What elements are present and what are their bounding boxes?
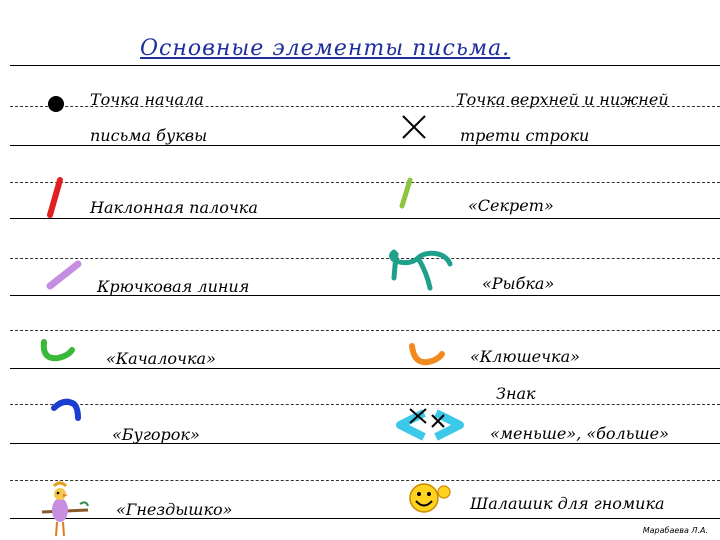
- rocker-icon: [36, 336, 80, 366]
- item-label: «Секрет»: [468, 196, 554, 215]
- ruled-line-dashed: [10, 330, 720, 331]
- item-label: «Качалочка»: [106, 349, 216, 368]
- bird-icon: [36, 480, 92, 540]
- ruled-line-dashed: [10, 404, 720, 405]
- item-label: трети строки: [460, 126, 590, 145]
- item-label: письма буквы: [90, 126, 208, 145]
- less-greater-icon: [394, 405, 466, 441]
- author-signature: Марабаева Л.А.: [642, 526, 708, 535]
- item-label: «Рыбка»: [482, 274, 555, 293]
- item-label: Крючковая линия: [97, 277, 250, 296]
- page-title: Основные элементы письма.: [140, 36, 511, 61]
- ruled-line: [10, 368, 720, 369]
- ruled-line: [10, 218, 720, 219]
- smiley-icon: [402, 480, 456, 516]
- item-label: «Бугорок»: [112, 425, 200, 444]
- item-label: Наклонная палочка: [90, 198, 258, 217]
- item-label: Шалашик для гномика: [470, 494, 665, 513]
- ruled-line: [10, 145, 720, 146]
- item-label: «Клюшечка»: [470, 347, 580, 366]
- fish-icon: [384, 244, 460, 294]
- ruled-line-dashed: [10, 182, 720, 183]
- dot-icon: [46, 94, 66, 114]
- hockey-stick-icon: [406, 340, 448, 370]
- cross-icon: [398, 112, 430, 142]
- item-label: Точка верхней и нижней: [456, 90, 669, 109]
- item-label: Знак: [496, 384, 536, 403]
- slanted-stick-icon: [40, 175, 70, 221]
- item-label: «меньше», «больше»: [490, 424, 669, 443]
- item-label: «Гнездышко»: [116, 500, 233, 519]
- hook-line-icon: [42, 258, 86, 294]
- ruled-line-dashed: [10, 258, 720, 259]
- short-stick-icon: [394, 176, 418, 210]
- hump-icon: [46, 394, 86, 424]
- ruled-line: [10, 65, 720, 66]
- item-label: Точка начала: [90, 90, 204, 109]
- ruled-line-dashed: [10, 480, 720, 481]
